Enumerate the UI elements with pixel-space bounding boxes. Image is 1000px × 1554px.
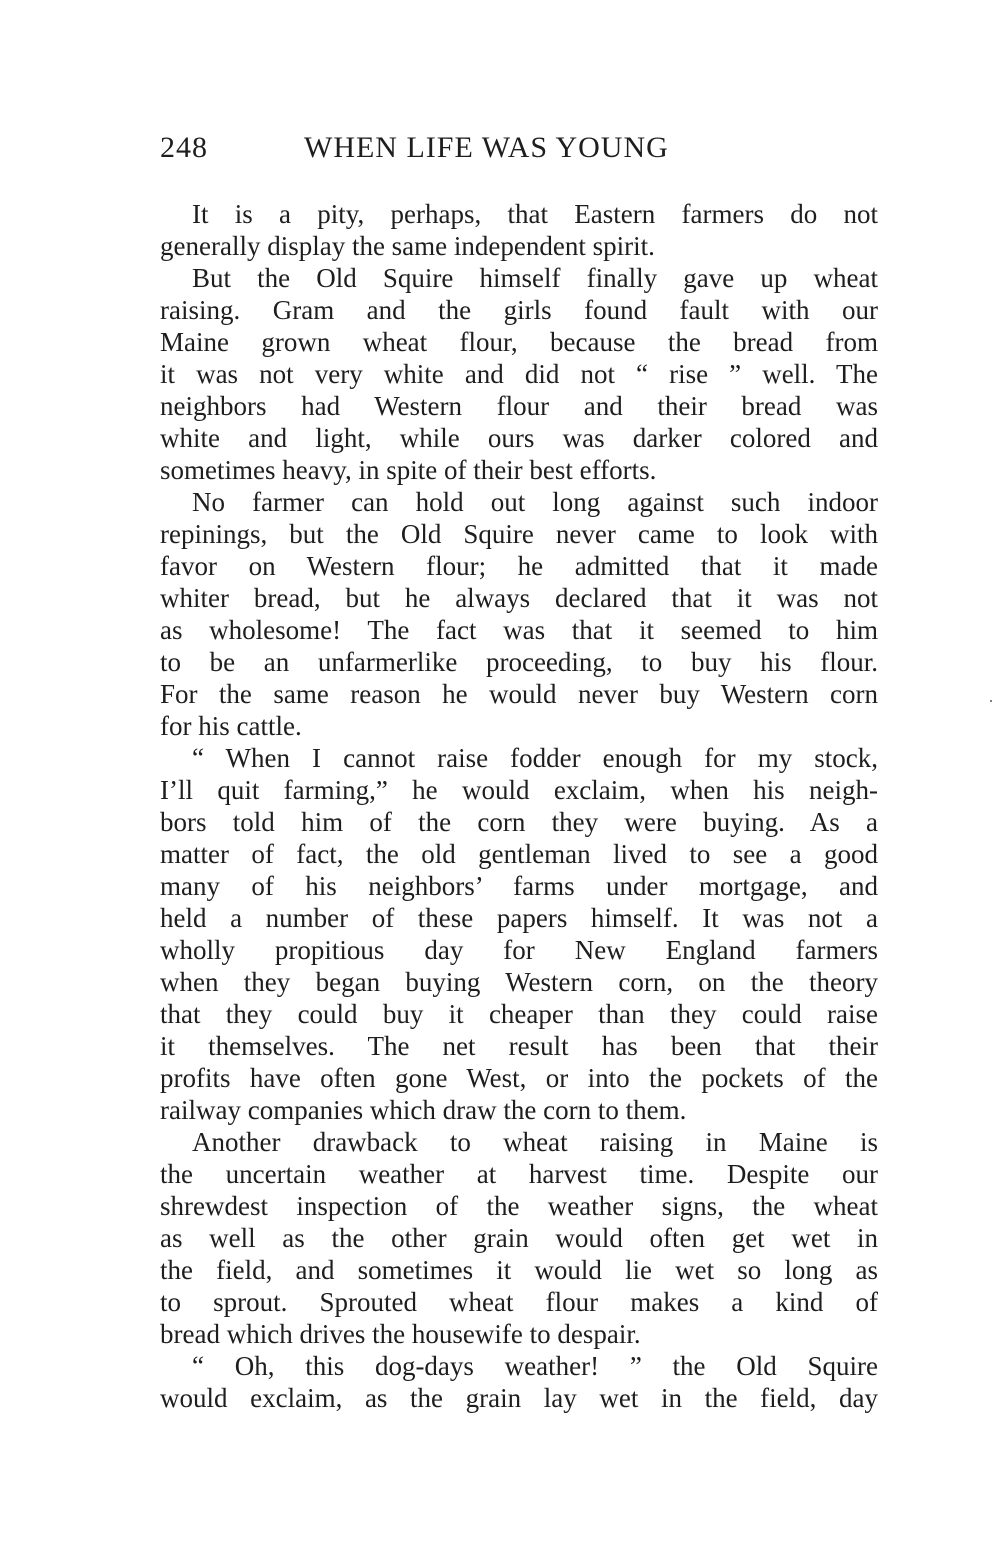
text-line: the field, and sometimes it would lie wet so long as: [160, 1255, 878, 1285]
text-line: For the same reason he would never buy Western corn: [160, 679, 878, 709]
body-text: [160, 198, 878, 1414]
text-line: held a number of these papers himself. It was not a: [160, 903, 878, 933]
paragraph-4: [160, 742, 878, 1126]
text-line: It is a pity, perhaps, that Eastern farmers do not: [192, 199, 878, 229]
text-line: to sprout. Sprouted wheat flour makes a kind of: [160, 1287, 878, 1317]
text-line: railway companies which draw the corn to them.: [160, 1095, 687, 1125]
text-line: as well as the other grain would often get wet in: [160, 1223, 878, 1253]
text-line: it themselves. The net result has been that their: [160, 1031, 878, 1061]
margin-speck: [990, 700, 992, 702]
text-line: But the Old Squire himself finally gave up wheat: [192, 263, 878, 293]
text-line: as wholesome! The fact was that it seemed to him: [160, 615, 878, 645]
paragraph-1: [160, 198, 878, 262]
text-line: white and light, while ours was darker colored and: [160, 423, 878, 453]
text-line: would exclaim, as the grain lay wet in the field, day: [160, 1383, 878, 1413]
text-line: many of his neighbors’ farms under mortgage, and: [160, 871, 878, 901]
paragraph-5: [160, 1126, 878, 1350]
text-line: bread which drives the housewife to despair.: [160, 1319, 641, 1349]
paragraph-2: [160, 262, 878, 486]
text-line: Maine grown wheat flour, because the bread from: [160, 327, 878, 357]
text-line: sometimes heavy, in spite of their best efforts.: [160, 455, 657, 485]
text-line: favor on Western flour; he admitted that it made: [160, 551, 878, 581]
text-line: wholly propitious day for New England farmers: [160, 935, 878, 965]
text-line: it was not very white and did not “ rise ” well. The: [160, 359, 878, 389]
text-line: for his cattle.: [160, 711, 302, 741]
text-line: “ Oh, this dog-days weather! ” the Old Squire: [192, 1351, 878, 1381]
text-line: bors told him of the corn they were buying. As a: [160, 807, 878, 837]
text-line: shrewdest inspection of the weather signs, the wheat: [160, 1191, 878, 1221]
text-line: the uncertain weather at harvest time. Despite our: [160, 1159, 878, 1189]
text-line: raising. Gram and the girls found fault with our: [160, 295, 878, 325]
text-line: profits have often gone West, or into the pockets of the: [160, 1063, 878, 1093]
text-line: that they could buy it cheaper than they could raise: [160, 999, 878, 1029]
text-line: whiter bread, but he always declared that it was not: [160, 583, 878, 613]
text-line: “ When I cannot raise fodder enough for my stock,: [192, 743, 878, 773]
text-line: repinings, but the Old Squire never came to look with: [160, 519, 878, 549]
page-number: 248: [160, 131, 208, 164]
paragraph-6: [160, 1350, 878, 1414]
paragraph-3: [160, 486, 878, 742]
text-line: matter of fact, the old gentleman lived to see a good: [160, 839, 878, 869]
text-line: to be an unfarmerlike proceeding, to buy his flour.: [160, 647, 878, 677]
text-line: I’ll quit farming,” he would exclaim, when his neigh-: [160, 775, 878, 805]
text-line: No farmer can hold out long against such indoor: [192, 487, 878, 517]
page-header: [160, 128, 900, 172]
running-head: WHEN LIFE WAS YOUNG: [304, 131, 669, 164]
text-line: generally display the same independent spirit.: [160, 231, 655, 261]
text-line: when they began buying Western corn, on the theory: [160, 967, 878, 997]
text-line: neighbors had Western flour and their bread was: [160, 391, 878, 421]
text-line: Another drawback to wheat raising in Maine is: [192, 1127, 878, 1157]
